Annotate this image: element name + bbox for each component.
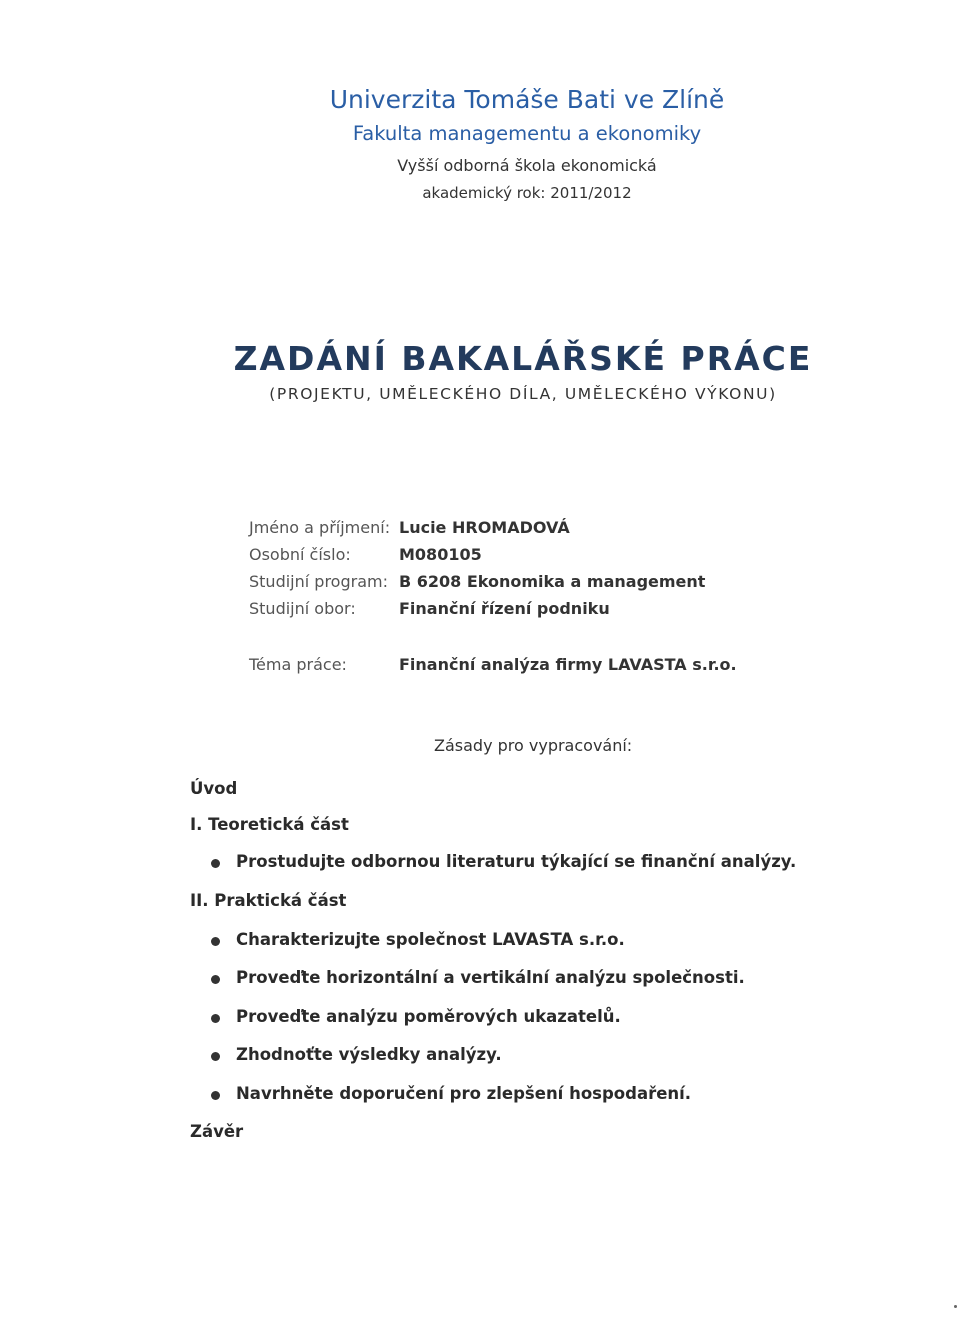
scan-speck [954, 1305, 957, 1308]
field-label-study-program: Studijní program: [249, 572, 388, 591]
section-conclusion: Závěr [190, 1122, 244, 1141]
practice-item-2: Proveďte horizontální a vertikální analýzu společnosti. [236, 968, 745, 987]
topic-value: Finanční analýza firmy LAVASTA s.r.o. [399, 655, 737, 674]
section-theory-heading: I. Teoretická část [190, 815, 349, 834]
school-name: Vyšší odborná škola ekonomická [397, 156, 657, 175]
field-value-personal-number: M080105 [399, 545, 482, 564]
topic-label: Téma práce: [249, 655, 347, 674]
bullet-icon [211, 1091, 220, 1100]
document-title: ZADÁNÍ BAKALÁŘSKÉ PRÁCE [233, 339, 813, 378]
document-subtitle: (PROJEKTU, UMĚLECKÉHO DÍLA, UMĚLECKÉHO VÝKONU) [269, 385, 777, 403]
practice-item-3: Proveďte analýzu poměrových ukazatelů. [236, 1007, 621, 1026]
field-label-study-field: Studijní obor: [249, 599, 356, 618]
field-label-name: Jméno a příjmení: [249, 518, 391, 537]
bullet-icon [211, 1052, 220, 1061]
practice-item-4: Zhodnoťte výsledky analýzy. [236, 1045, 502, 1064]
field-value-study-field: Finanční řízení podniku [399, 599, 610, 618]
bullet-icon [211, 859, 220, 868]
theory-item: Prostudujte odbornou literaturu týkající se finanční analýzy. [236, 852, 797, 871]
bullet-icon [211, 1014, 220, 1023]
practice-item-5: Navrhněte doporučení pro zlepšení hospodaření. [236, 1084, 692, 1103]
bullet-icon [211, 937, 220, 946]
faculty-name: Fakulta managementu a ekonomiky [352, 122, 702, 145]
bullet-icon [211, 975, 220, 984]
guidelines-heading: Zásady pro vypracování: [434, 736, 633, 755]
section-intro: Úvod [190, 779, 238, 798]
field-value-name: Lucie HROMADOVÁ [399, 518, 570, 537]
section-practice-heading: II. Praktická část [190, 891, 347, 910]
university-name: Univerzita Tomáše Bati ve Zlíně [329, 85, 725, 114]
field-value-study-program: B 6208 Ekonomika a management [399, 572, 706, 591]
academic-year: akademický rok: 2011/2012 [422, 184, 632, 202]
practice-item-1: Charakterizujte společnost LAVASTA s.r.o. [236, 930, 625, 949]
field-label-personal-number: Osobní číslo: [249, 545, 351, 564]
